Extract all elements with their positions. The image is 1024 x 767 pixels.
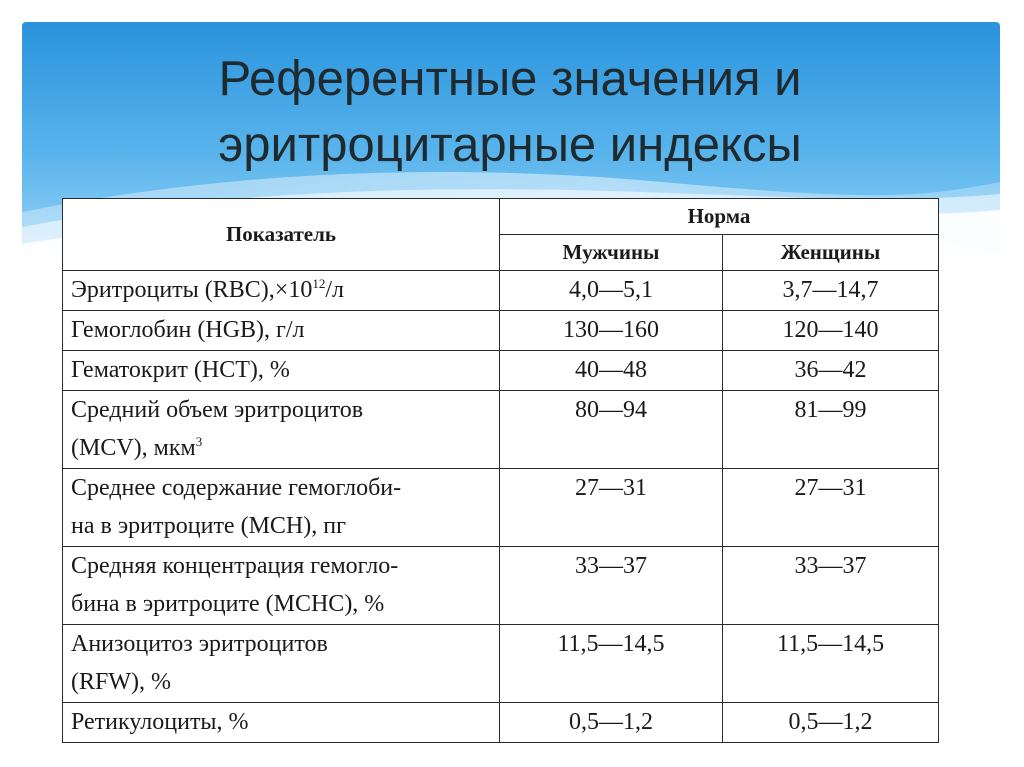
row-label: Средняя концентрация гемогло- бина в эритроците (MCHC), % bbox=[63, 547, 500, 625]
men-value: 40—48 bbox=[500, 351, 723, 391]
header-indicator: Показатель bbox=[63, 199, 500, 271]
women-value: 81—99 bbox=[723, 391, 939, 469]
slide-title bbox=[60, 46, 960, 178]
reference-values-table bbox=[62, 198, 939, 743]
men-value: 4,0—5,1 bbox=[500, 271, 723, 311]
table-row bbox=[63, 469, 939, 547]
table-row bbox=[63, 311, 939, 351]
women-value: 27—31 bbox=[723, 469, 939, 547]
row-label: Гемоглобин (HGB), г/л bbox=[63, 311, 500, 351]
row-label: Ретикулоциты, % bbox=[63, 703, 500, 743]
table-header-row bbox=[63, 199, 939, 235]
men-value: 27—31 bbox=[500, 469, 723, 547]
women-value: 36—42 bbox=[723, 351, 939, 391]
header-norm: Норма bbox=[500, 199, 939, 235]
table-row bbox=[63, 351, 939, 391]
women-value: 0,5—1,2 bbox=[723, 703, 939, 743]
women-value: 33—37 bbox=[723, 547, 939, 625]
men-value: 130—160 bbox=[500, 311, 723, 351]
title-line-2: эритроцитарные индексы bbox=[218, 118, 802, 172]
women-value: 120—140 bbox=[723, 311, 939, 351]
header-men: Мужчины bbox=[500, 235, 723, 271]
header-women: Женщины bbox=[723, 235, 939, 271]
men-value: 0,5—1,2 bbox=[500, 703, 723, 743]
table-row bbox=[63, 391, 939, 469]
row-label: Анизоцитоз эритроцитов (RFW), % bbox=[63, 625, 500, 703]
table-row bbox=[63, 703, 939, 743]
men-value: 33—37 bbox=[500, 547, 723, 625]
table-row bbox=[63, 625, 939, 703]
row-label: Гематокрит (HCT), % bbox=[63, 351, 500, 391]
row-label: Среднее содержание гемоглоби- на в эритроците (MCH), пг bbox=[63, 469, 500, 547]
men-value: 80—94 bbox=[500, 391, 723, 469]
table-row bbox=[63, 547, 939, 625]
women-value: 11,5—14,5 bbox=[723, 625, 939, 703]
title-line-1: Референтные значения и bbox=[218, 52, 802, 106]
women-value: 3,7—14,7 bbox=[723, 271, 939, 311]
row-label: Эритроциты $(RBC),\times 10^{12}/л$ bbox=[63, 271, 500, 311]
reference-table-container bbox=[62, 198, 938, 746]
table-row bbox=[63, 271, 939, 311]
men-value: 11,5—14,5 bbox=[500, 625, 723, 703]
row-label: Средний объем эритроцитов (MCV), мкм$^3$ bbox=[63, 391, 500, 469]
